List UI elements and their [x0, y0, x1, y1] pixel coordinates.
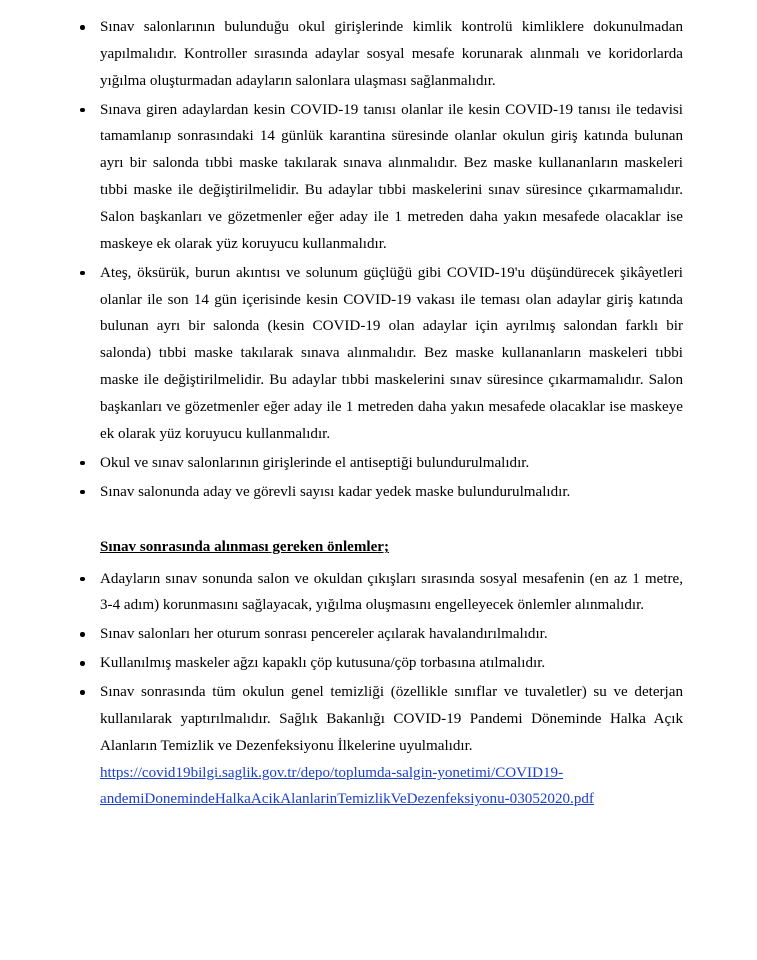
ministry-guidelines-link[interactable]: https://covid19bilgi.saglik.gov.tr/depo/toplumda-salgin-yonetimi/COVID19-	[100, 764, 564, 781]
list-item: Sınav salonları her oturum sonrası pencereler açılarak havalandırılmalıdır.	[72, 621, 683, 648]
precautions-list-before	[72, 14, 683, 505]
list-item-text: Sınav sonrasında tüm okulun genel temizliği (özellikle sınıflar ve tuvaletler) su ve deterjan kullanılarak yaptırılmalıdır. Sağlık Bakanlığı COVID-19 Pandemi Döneminde Halka Açık Alanların Temizlik ve Dezenfeksiyonu İlkelerine uyulmalıdır.	[100, 684, 683, 754]
list-item: Okul ve sınav salonlarının girişlerinde el antiseptiği bulundurulmalıdır.	[72, 450, 683, 477]
ministry-guidelines-link-continued[interactable]: andemiDonemindeHalkaAcikAlanlarinTemizlikVeDezenfeksiyonu-03052020.pdf	[100, 791, 594, 808]
list-item: Ateş, öksürük, burun akıntısı ve solunum güçlüğü gibi COVID-19'u düşündürecek şikâyetleri olanlar ile son 14 gün içerisinde kesin COVID-19 vakası ile teması olan adaylar giriş katında bulunan ayrı bir salonda (kesin COVID-19 olan adaylar için ayrılmış salondan farklı bir salonda) tıbbi maske takılarak sınava alınmalıdır. Bez maske kullananların maskeleri tıbbi maske ile değiştirilmelidir. Bu adaylar tıbbi maskelerini sınav süresince çıkarmamalıdır. Salon başkanları ve gözetmenler eğer aday ile 1 metreden daha yakın mesafede olacaklar ise maskeye ek olarak yüz koruyucu kullanmalıdır.	[72, 260, 683, 448]
list-item: Kullanılmış maskeler ağzı kapaklı çöp kutusuna/çöp torbasına atılmalıdır.	[72, 650, 683, 677]
list-item: Adayların sınav sonunda salon ve okuldan çıkışları sırasında sosyal mesafenin (en az 1 metre, 3-4 adım) korunmasını sağlayacak, yığılma oluşmasını engelleyecek önlemler alınmalıdır.	[72, 566, 683, 620]
list-item: Sınav salonunda aday ve görevli sayısı kadar yedek maske bulundurulmalıdır.	[72, 479, 683, 506]
precautions-list-after	[72, 566, 683, 813]
list-item: Sınav salonlarının bulunduğu okul girişlerinde kimlik kontrolü kimliklere dokunulmadan yapılmalıdır. Kontroller sırasında adaylar sosyal mesafe korunarak alınmalı ve koridorlarda yığılma oluşturmadan adayların salonlara ulaşması sağlanmalıdır.	[72, 14, 683, 95]
section-heading: Sınav sonrasında alınması gereken önlemler;	[100, 539, 390, 556]
list-item-with-link	[72, 679, 683, 813]
list-item: Sınava giren adaylardan kesin COVID-19 tanısı olanlar ile kesin COVID-19 tanısı ile tedavisi tamamlanıp sonrasındaki 14 günlük karantina süresinde olanlar okulun giriş katında bulunan ayrı bir salonda tıbbi maske takılarak sınava alınmalıdır. Bez maske kullananların maskeleri tıbbi maske ile değiştirilmelidir. Bu adaylar tıbbi maskelerini sınav süresince çıkarmamalıdır. Salon başkanları ve gözetmenler eğer aday ile 1 metreden daha yakın mesafede olacaklar ise maskeye ek olarak yüz koruyucu kullanmalıdır.	[72, 97, 683, 258]
